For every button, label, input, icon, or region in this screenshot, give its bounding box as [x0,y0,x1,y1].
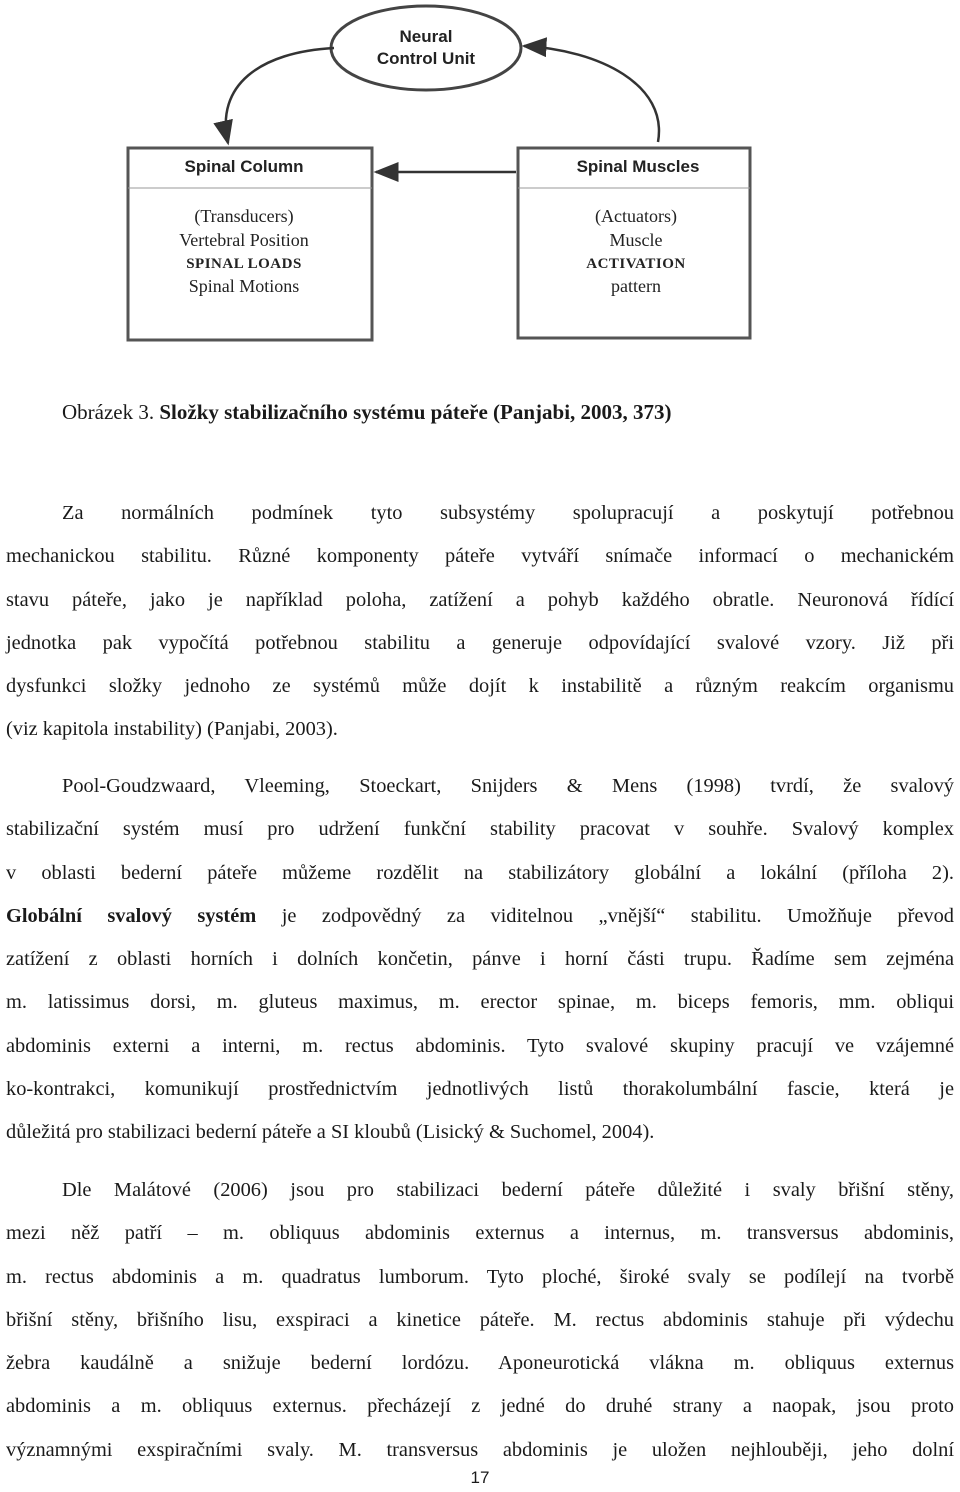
neural-control-unit-node [331,6,521,90]
text-line: žebra kaudálně a snižuje bederní lordózu. Aponeurotická vlákna m. obliquus externus [6,1352,954,1375]
text-line: mechanickou stabilitu. Různé komponenty páteře vytváří snímače informací o mechanickém [6,545,954,568]
text-line: Za normálních podmínek tyto subsystémy spolupracují a poskytují potřebnou [62,502,954,524]
text-line: abdominis a m. obliquus externus. přecházejí z jedné do druhé strany a naopak, jsou proto [6,1395,954,1418]
spinal-column-line: Vertebral Position [179,230,309,250]
text-line: břišní stěny, břišního lisu, exspiraci a kinetice páteře. M. rectus abdominis stahuje při výdechu [6,1308,954,1331]
spinal-column-title: Spinal Column [184,157,304,176]
bold-term: Globální svalový systém [6,904,257,927]
text-line: jednotka pak vypočítá potřebnou stabilitu a generuje odpovídající svalové vzory. Již při [6,631,954,654]
text-line: abdominis externi a interni, m. rectus abdominis. Tyto svalové skupiny pracují ve vzájemné [6,1034,954,1057]
spinal-muscles-line: (Actuators) [595,206,677,226]
arrow-muscles-to-control [524,46,659,142]
text-line: m. latissimus dorsi, m. gluteus maximus, m. erector spinae, m. biceps femoris, mm. obliqui [6,991,954,1014]
arrow-control-to-column [226,48,334,143]
spinal-column-line: SPINAL LOADS [186,256,302,272]
text-line: je zodpovědný za viditelnou „vnější“ stabilitu. Umožňuje převod [281,904,954,927]
text-line: (viz kapitola instability) (Panjabi, 2003). [6,718,338,741]
caption-title: Složky stabilizačního systému páteře (Panjabi, 2003, 373) [159,400,672,424]
paragraph-1 [6,492,954,752]
text-line: Dle Malátové (2006) jsou pro stabilizaci bederní páteře důležité i svaly břišní stěny, [62,1179,954,1201]
text-line: důležitá pro stabilizaci bederní páteře a SI kloubů (Lisický & Suchomel, 2004). [6,1121,655,1144]
text-line: ko-kontrakci, komunikují prostřednictvím jednotlivých listů thorakolumbální fascie, která je [6,1078,954,1101]
spinal-column-line: Spinal Motions [188,276,300,296]
text-line: v oblasti bederní páteře můžeme rozdělit na stabilizátory globální a lokální (příloha 2). [6,861,954,884]
page-number: 17 [470,1468,490,1487]
neural-control-line2: Control Unit [376,49,476,68]
spinal-muscles-line: pattern [611,276,661,296]
spinal-muscles-line: ACTIVATION [586,256,686,272]
text-line: dysfunkci složky jednoho ze systémů může dojít k instabilitě a různým reakcím organismu [6,675,954,698]
neural-control-line1: Neural [399,27,453,46]
spinal-muscles-title: Spinal Muscles [576,157,700,176]
stabilization-system-diagram [0,0,960,350]
caption-label: Obrázek 3. [62,400,155,424]
text-line-with-bold [6,895,954,938]
text-line: m. rectus abdominis a m. quadratus lumborum. Tyto ploché, široké svaly se podílejí na tvorbě [6,1265,954,1288]
text-line: významnými exspiračními svaly. M. transversus abdominis je uložen nejhlouběji, jeho dolní [6,1438,954,1461]
paragraph-2 [6,765,954,1155]
text-line: stabilizační systém musí pro udržení funkční stability pracovat v souhře. Svalový komplex [6,818,954,841]
paragraph-3 [6,1169,954,1472]
text-line: mezi něž patří – m. obliquus abdominis externus a internus, m. transversus abdominis, [6,1222,954,1245]
figure-caption [62,400,672,425]
text-line: zatížení z oblasti horních i dolních končetin, pánve i horní části trupu. Řadíme sem zejména [6,948,954,971]
text-line: Pool-Goudzwaard, Vleeming, Stoeckart, Snijders & Mens (1998) tvrdí, že svalový [62,775,954,797]
spinal-muscles-line: Muscle [609,230,663,250]
text-line: stavu páteře, jako je například poloha, zatížení a pohyb každého obratle. Neuronová řídící [6,588,954,611]
spinal-column-line: (Transducers) [194,206,294,226]
